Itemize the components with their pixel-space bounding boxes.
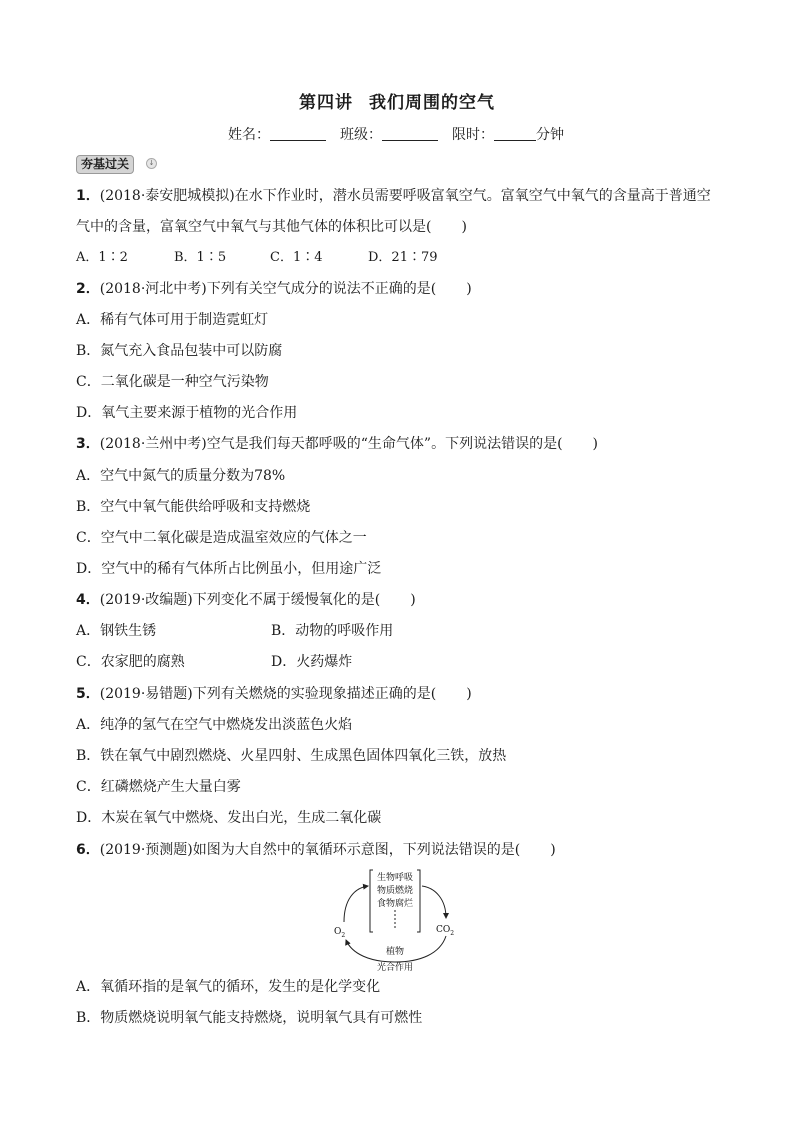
q1-option-c[interactable]: C．1∶4 xyxy=(270,250,323,265)
q4-number: 4． xyxy=(76,592,100,608)
q1-options xyxy=(76,248,438,268)
q5-paren-close: ) xyxy=(466,686,472,702)
q1-paren-close: ) xyxy=(461,219,467,235)
diagram-box-line1: 生物呼吸 xyxy=(376,873,414,883)
lecture-topic: 我们周围的空气 xyxy=(369,93,495,113)
diagram-box-left-bracket xyxy=(370,870,373,932)
q3-option-c[interactable]: C．空气中二氧化碳是造成温室效应的气体之一 xyxy=(76,530,367,546)
q4-stem xyxy=(76,590,416,610)
q3-option-d[interactable]: D．空气中的稀有气体所占比例虽小，但用途广泛 xyxy=(76,561,382,577)
q2-option-a[interactable]: A．稀有气体可用于制造霓虹灯 xyxy=(76,312,269,328)
badge-arrow-icon: ↓ xyxy=(146,158,157,169)
q2-stem xyxy=(76,279,472,299)
page-title xyxy=(0,88,794,113)
section-badge: 夯基过关 xyxy=(76,155,134,174)
name-label: 姓名： xyxy=(228,127,270,143)
q3-stem xyxy=(76,434,598,454)
q1-stem-line1: (2018·泰安肥城模拟)在水下作业时，潜水员需要呼吸富氧空气。富氧空气中氧气的含量高于普通空 xyxy=(99,188,711,204)
q6-stem xyxy=(76,840,556,860)
diagram-box-line2: 物质燃烧 xyxy=(376,886,414,896)
q2-stem-text: (2018·河北中考)下列有关空气成分的说法不正确的是( xyxy=(99,281,437,297)
class-label: 班级： xyxy=(340,127,382,143)
diagram-co2-label: $CO_2$ xyxy=(436,925,455,937)
diagram-box-right-bracket xyxy=(417,870,420,932)
student-info xyxy=(228,124,564,144)
q3-paren-close: ) xyxy=(592,436,598,452)
q2-option-d[interactable]: D．氧气主要来源于植物的光合作用 xyxy=(76,405,298,421)
q4-options-row2 xyxy=(76,652,352,672)
q2-option-b[interactable]: B．氮气充入食品包装中可以防腐 xyxy=(76,343,283,359)
name-blank[interactable] xyxy=(270,126,326,141)
time-blank[interactable] xyxy=(494,126,536,141)
q3-option-b[interactable]: B．空气中氧气能供给呼吸和支持燃烧 xyxy=(76,499,311,515)
q3-stem-text: (2018·兰州中考)空气是我们每天都呼吸的“生命气体”。下列说法错误的是( xyxy=(99,436,563,452)
time-unit: 分钟 xyxy=(536,127,564,143)
q3-option-a[interactable]: A．空气中氮气的质量分数为78% xyxy=(76,468,286,484)
q1-option-a[interactable]: A．1∶2 xyxy=(76,250,128,265)
diagram-bottom-line1: 植物 xyxy=(385,947,405,957)
q6-option-b[interactable]: B．物质燃烧说明氧气能支持燃烧，说明氧气具有可燃性 xyxy=(76,1010,423,1026)
q2-number: 2． xyxy=(76,281,100,297)
q5-option-a[interactable]: A．纯净的氢气在空气中燃烧发出淡蓝色火焰 xyxy=(76,717,353,733)
q2-option-c[interactable]: C．二氧化碳是一种空气污染物 xyxy=(76,374,269,390)
q5-stem xyxy=(76,684,472,704)
q4-option-d[interactable]: D．火药爆炸 xyxy=(271,654,353,670)
q4-option-b[interactable]: B．动物的呼吸作用 xyxy=(271,623,394,639)
time-label: 限时： xyxy=(452,127,494,143)
q4-stem-text: (2019·改编题)下列变化不属于缓慢氧化的是( xyxy=(99,592,381,608)
q1-option-d[interactable]: D．21∶79 xyxy=(368,250,438,265)
q6-option-a[interactable]: A．氧循环指的是氧气的循环，发生的是化学变化 xyxy=(76,979,381,995)
diagram-box-line3: 食物腐烂 xyxy=(376,899,414,909)
q3-number: 3． xyxy=(76,436,100,452)
q4-option-c[interactable]: C．农家肥的腐熟 xyxy=(76,654,185,670)
q2-paren-close: ) xyxy=(466,281,472,297)
q6-number: 6． xyxy=(76,842,100,858)
q5-number: 5． xyxy=(76,686,100,702)
q4-options-row1 xyxy=(76,621,393,641)
class-blank[interactable] xyxy=(382,126,438,141)
q6-stem-text: (2019·预测题)如图为大自然中的氧循环示意图，下列说法错误的是( xyxy=(99,842,521,858)
q1-stem-line2: 气中的含量，富氧空气中氧气与其他气体的体积比可以是( xyxy=(76,219,432,235)
lecture-number: 第四讲 xyxy=(299,93,353,113)
q5-option-b[interactable]: B．铁在氧气中剧烈燃烧、火星四射、生成黑色固体四氧化三铁，放热 xyxy=(76,748,507,764)
q1-option-b[interactable]: B．1∶5 xyxy=(174,250,227,265)
arrow-box-to-co2 xyxy=(422,886,446,918)
oxygen-cycle-diagram xyxy=(330,866,470,974)
q4-option-a[interactable]: A．钢铁生锈 xyxy=(76,623,157,639)
q6-paren-close: ) xyxy=(550,842,556,858)
q1-number: 1． xyxy=(76,188,100,204)
q4-paren-close: ) xyxy=(410,592,416,608)
q5-option-c[interactable]: C．红磷燃烧产生大量白雾 xyxy=(76,779,241,795)
arrow-o2-to-box xyxy=(344,886,368,922)
q1-line1 xyxy=(76,186,711,206)
diagram-o2-label: $O_2$ xyxy=(334,927,346,939)
q5-stem-text: (2019·易错题)下列有关燃烧的实验现象描述正确的是( xyxy=(99,686,437,702)
diagram-bottom-line2: 光合作用 xyxy=(376,963,414,973)
q1-line2 xyxy=(76,217,467,237)
q5-option-d[interactable]: D．木炭在氧气中燃烧、发出白光，生成二氧化碳 xyxy=(76,810,382,826)
